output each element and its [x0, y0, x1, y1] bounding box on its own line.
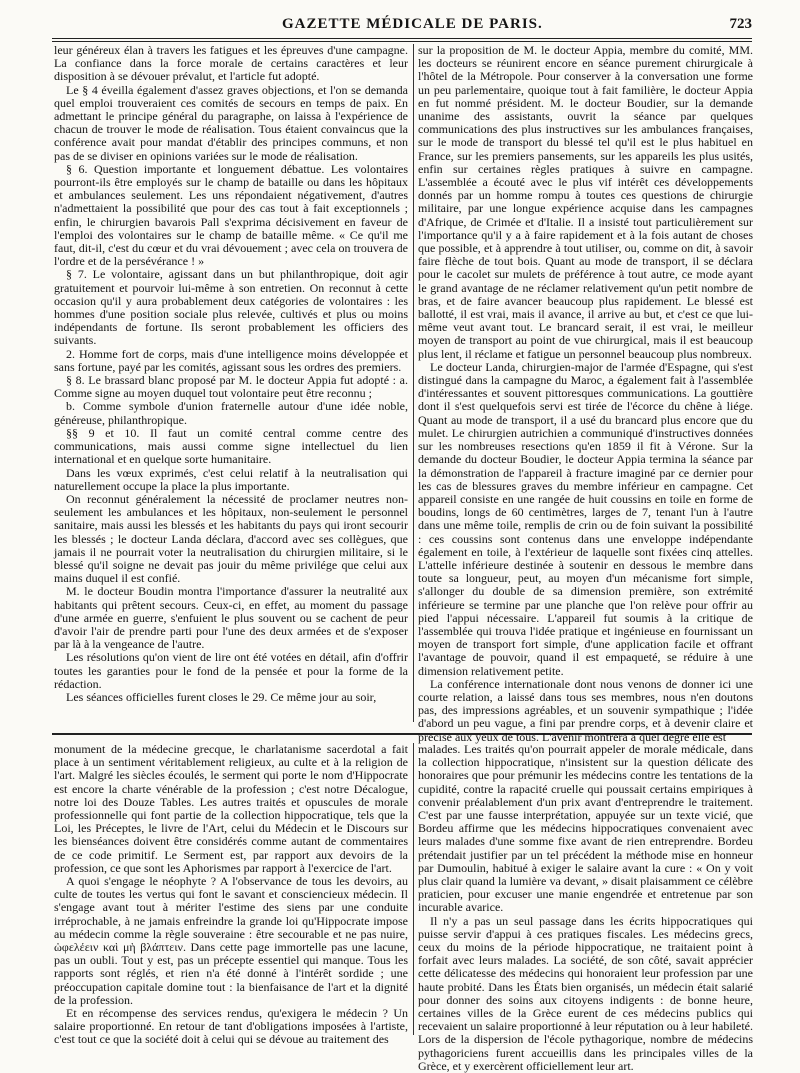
journal-title: GAZETTE MÉDICALE DE PARIS.: [282, 16, 543, 32]
paragraph: Et en récompense des services rendus, qu'exigera le médecin ? Un salaire proportionné. En retour de tant d'obligations imposées à l'artiste, c'est tout ce que la société doit à celui qui se dévoue au traitement des: [54, 1006, 408, 1047]
paragraph: malades. Les traités qu'on pourrait appeler de morale médicale, dans la collection hippocratique, n'insistent sur la question délicate des honoraires que pour prémunir les médecins contre les tentations de la cupidité, contre la rapacité cruelle qui poussait certains empiriques à convenir préalablement d'un prix avant d'entreprendre le traitement. C'est par une fausse interprétation, appuyée sur un texte vicié, que Bordeu affirme que les médecins hippocratiques convenaient avec leurs malades d'une somme fixe avant de rien entreprendre. Bordeu prétendait justifier par un tel précédent la méthode mise en honneur par Dumoulin, habitué à exiger le salaire avant la cure : « On y voit plus clair quand la lumière va devant, » disait plaisamment ce célèbre praticien, pour excuser une manie engendrée et entretenue par son incurable avarice.: [418, 742, 753, 915]
column-right-bottom: [418, 742, 753, 1073]
column-right-top: [418, 43, 753, 744]
column-divider-bottom: [413, 743, 414, 1035]
paragraph: monument de la médecine grecque, le charlatanisme sacerdotal a fait place à un sentiment véritablement religieux, au culte et à la religion de l'art. Malgré les siècles écoulés, le serment qui porte le nom d'Hippocrate est encore la charte vénérable de la profession ; c'est notre Décalogue, notre loi des Douze Tables. Les autres traités et opuscules de morale professionnelle qui font partie de la collection hippocratique, tels que la Loi, les Préceptes, le livre de l'Art, celui du Médecin et le Discours sur les bienséances doivent être considérés comme autant de commentaires de ce code primitif. Le Serment est, par rapport aux devoirs de la profession, ce que sont les Aphorismes par rapport à l'exercice de l'art.: [54, 742, 408, 875]
paragraph: On reconnut généralement la nécessité de proclamer neutres non-seulement les ambulances et les hôpitaux, non-seulement le personnel sanitaire, mais aussi les blessés et les habitants du pays qui iront secourir les blessés ; le docteur Landa déclara, d'accord avec ses collègues, que jamais il ne pourrait voter la neutralisation du chirurgien militaire, si le blessé qu'il soigne ne devait pas jouir du même privilége que celui aux mains duquel il est confié.: [54, 491, 408, 586]
column-divider-top: [413, 44, 414, 722]
paragraph: b. Comme symbole d'union fraternelle autour d'une idée noble, généreuse, philanthropique.: [54, 399, 408, 427]
paragraph: M. le docteur Boudin montra l'importance d'assurer la neutralité aux habitants qui prêtent secours. Ceux-ci, en effet, au moment du passage d'une armée en guerre, s'enfuient le plus souvent ou se cachent de peur d'avoir l'air de prendre parti pour l'une des deux armées et de s'exposer par là à la vengeance de l'autre.: [54, 584, 408, 652]
header-rule: [52, 38, 752, 39]
paragraph: A quoi s'engage le néophyte ? A l'observance de tous les devoirs, au culte de toutes les vertus qui font le savant et consciencieux médecin. Il s'engage avant tout à mériter l'estime des siens par une conduite irréprochable, à ne jamais enfreindre la grande loi qu'Hippocrate impose au médecin comme la règle souveraine : être secourable et ne pas nuire, ὠφελέειν καὶ μὴ βλάπτειν. Dans cette page immortelle pas une lacune, pas un oubli. Tout y est, pas un précepte essentiel qui manque. Tous les rapports sont réglés, et rien n'a été donné à l'intérêt sordide ; une préoccupation capitale domine tout : la bienfaisance de l'art et la dignité de la profession.: [54, 874, 408, 1007]
paragraph: § 6. Question importante et longuement débattue. Les volontaires pourront-ils être employés sur le champ de bataille ou dans les hôpitaux et ambulances seulement. Les uns répondaient négativement, d'autres n'admettaient la possibilité que pour des cas tout à fait exceptionnels ; enfin, le chirurgien bavarois Pall s'exprima décisivement en faveur de l'emploi des volontaires sur le champ de bataille même. « Ce qu'il me faut, dit-il, c'est du cœur et du vrai dévouement ; avec cela on trouvera de l'ordre et de la persévérance ! »: [54, 161, 408, 269]
paragraph: 2. Homme fort de corps, mais d'une intelligence moins développée et sans fortune, payé par les comités, agissant sous les ordres des premiers.: [54, 346, 408, 374]
column-left-top: [54, 44, 408, 720]
paragraph: Dans les vœux exprimés, c'est celui relatif à la neutralisation qui naturellement occupe la place la plus importante.: [54, 465, 408, 493]
paragraph: §§ 9 et 10. Il faut un comité central comme centre des communications, mais aussi comme signe intellectuel du lien international et en quelque sorte humanitaire.: [54, 425, 408, 467]
paragraph: § 8. Le brassard blanc proposé par M. le docteur Appia fut adopté : a. Comme signe au moyen duquel tout volontaire peut être reconnu ;: [54, 373, 408, 401]
paragraph: La conférence internationale dont nous venons de donner ici une courte relation, a laissé dans tous ses membres, nous n'en doutons pas, des impressions agréables, et un souvenir sympathique ; l'idée d'abord un peu vague, a fini par prendre corps, et à devenir claire et précise aux yeux de tous. L'avenir montrera à quel degré elle est: [418, 676, 753, 744]
paragraph: Les résolutions qu'on vient de lire ont été votées en détail, afin d'offrir toutes les garanties pour le fond de la pensée et pour la forme de la rédaction.: [54, 650, 408, 691]
paragraph: Le docteur Landa, chirurgien-major de l'armée d'Espagne, qui s'est distingué dans la campagne du Maroc, a également fait à l'assemblée d'intéressantes et souvent pittoresques communications. La gouttière dont il s'est quelquefois servi est tirée de l'écorce du chêne à liége. Quant au mode de transport, il a usé du brancard plus encore que du mulet. Le chirurgien autrichien a communiqué d'instructives données sur les nombreuses resections qu'en 1859 il fit à Vérone. Sur la demande du docteur Boudier, le docteur Appia termina la séance par la démonstration de l'appareil à fracture imaginé par ce dernier pour les cas de blessures graves du membre inférieur en campagne. Cet appareil consiste en une rangée de huit coussins en toile en forme de boudins, longs de 60 centimètres, larges de 7, tenant l'un à l'autre dans une même toile, remplis de crin ou de foin suivant la possibilité : ces coussins sont contenus dans une enveloppe indépendante également en toile, à l'extérieur de laquelle sont fixées cinq attelles. L'attelle inférieure destinée à soutenir en dessous le membre dans toute sa longueur, peut, au moyen d'un mécanisme fort simple, s'allonger du double de sa dimension première, son extrémité inférieure se termine par une planche que l'on relève pour offrir au pied l'appui nécessaire. L'appareil fut soumis à la critique de l'assemblée qui trouva l'idée pratique et ingénieuse en fournissant un moyen de transport fort simple, d'une application facile et offrant l'avantage de pouvoir, quand il est empaqueté, se réduire à une dimension relativement petite.: [418, 359, 753, 678]
paragraph: leur généreux élan à travers les fatigues et les épreuves d'une campagne. La confiance dans la force morale de certains caractères et leur disposition à se dévouer prévalut, et l'article fut adopté.: [54, 43, 408, 84]
paragraph: Les séances officielles furent closes le 29. Ce même jour au soir,: [66, 689, 377, 704]
header-rule-double: [52, 41, 752, 42]
paragraph: Il n'y a pas un seul passage dans les écrits hippocratiques qui puisse servir d'appui à ces pratiques fiscales. Les médecins grecs, ceux du moins de la période hippocratique, ne traitaient point à forfait avec leurs malades. La société, de son côté, savait apprécier cette délicatesse des médecins qui honoraient leur profession par une haute probité. Dans les États bien organisés, un médecin était salarié pour donner des soins aux citoyens indigents : de bonne heure, certaines villes de la Grèce eurent de ces médecins publics qui recevaient un salaire proportionné à leur réputation ou à leur habileté. Lors de la dispersion de l'école pythagorique, nombre de médecins pythagoriciens furent accueillis dans les principales villes de la Grèce, et y exercèrent officiellement leur art.: [418, 913, 753, 1073]
paragraph: Le § 4 éveilla également d'assez graves objections, et l'on se demanda quel emploi trouveraient ces comités de secours en temps de paix. En admettant le principe général du paragraphe, on laissa à l'expérience de chacun de trouver le mode de réalisation. Tous étaient convaincus que la conférence avait pour mandat d'établir des principes communs, et non pas de se diviser en opinions variées sur le mode de réalisation.: [54, 82, 408, 163]
paragraph: sur la proposition de M. le docteur Appia, membre du comité, MM. les docteurs se réunirent encore en séance purement chirurgicale à l'hôtel de la Métropole. Pour conserver à la conversation une forme un peu parlementaire, quoique tout à fait familière, le docteur Appia en fut nommé président. M. le docteur Boudier, sur la demande unanime des assistants, ouvrit la séance par quelques communications des plus instructives sur les ambulances françaises, sur le mode de transport du blessé tel qu'il est le plus habituel en France, sur les premiers pansements, sur les appareils les plus usités, enfin sur certaines règles pratiques à suivre en campagne. L'assemblée a écouté avec le plus vif intérêt ces développements donnés par un homme rompu à toutes ces questions de chirurgie militaire, par une longue expérience acquise dans les campagnes d'Afrique, de Crimée et d'Italie. Il a insisté tout particulièrement sur l'importance qu'il y a à faire rapidement et à la fois autant de choses que possible, et à apprendre à tout utiliser, ou, comme on dit, à savoir faire flèche de tout bois. Quant au mode de transport, il se déclara pour le cacolet sur mulets de préférence à tout autre, ce mode ayant le grand avantage de ne réclamer relativement qu'un petit nombre de bras, et de faire avancer beaucoup plus rapidement. Le blessé est ballotté, il est vrai, mais il avance, il arrive au but, et c'est ce que lui-même veut avant tout. Le brancard serait, il est vrai, le meilleur moyen de transport au point de vue chirurgical, mais il est beaucoup plus lent, il réclame et fatigue un personnel beaucoup plus nombreux.: [418, 43, 753, 361]
page-header: [52, 14, 752, 36]
paragraph: § 7. Le volontaire, agissant dans un but philanthropique, doit agir gratuitement et pourvoir lui-même à son entretien. On reconnut à cette occasion qu'il y aura probablement deux catégories de volontaires : les hommes d'une position sociale plus relevée, cultivés et plus ou moins indépendants de fortune. Ils seront probablement les officiers des suivants.: [54, 267, 408, 348]
page-number: 723: [729, 16, 752, 32]
column-left-bottom: [54, 742, 408, 1047]
